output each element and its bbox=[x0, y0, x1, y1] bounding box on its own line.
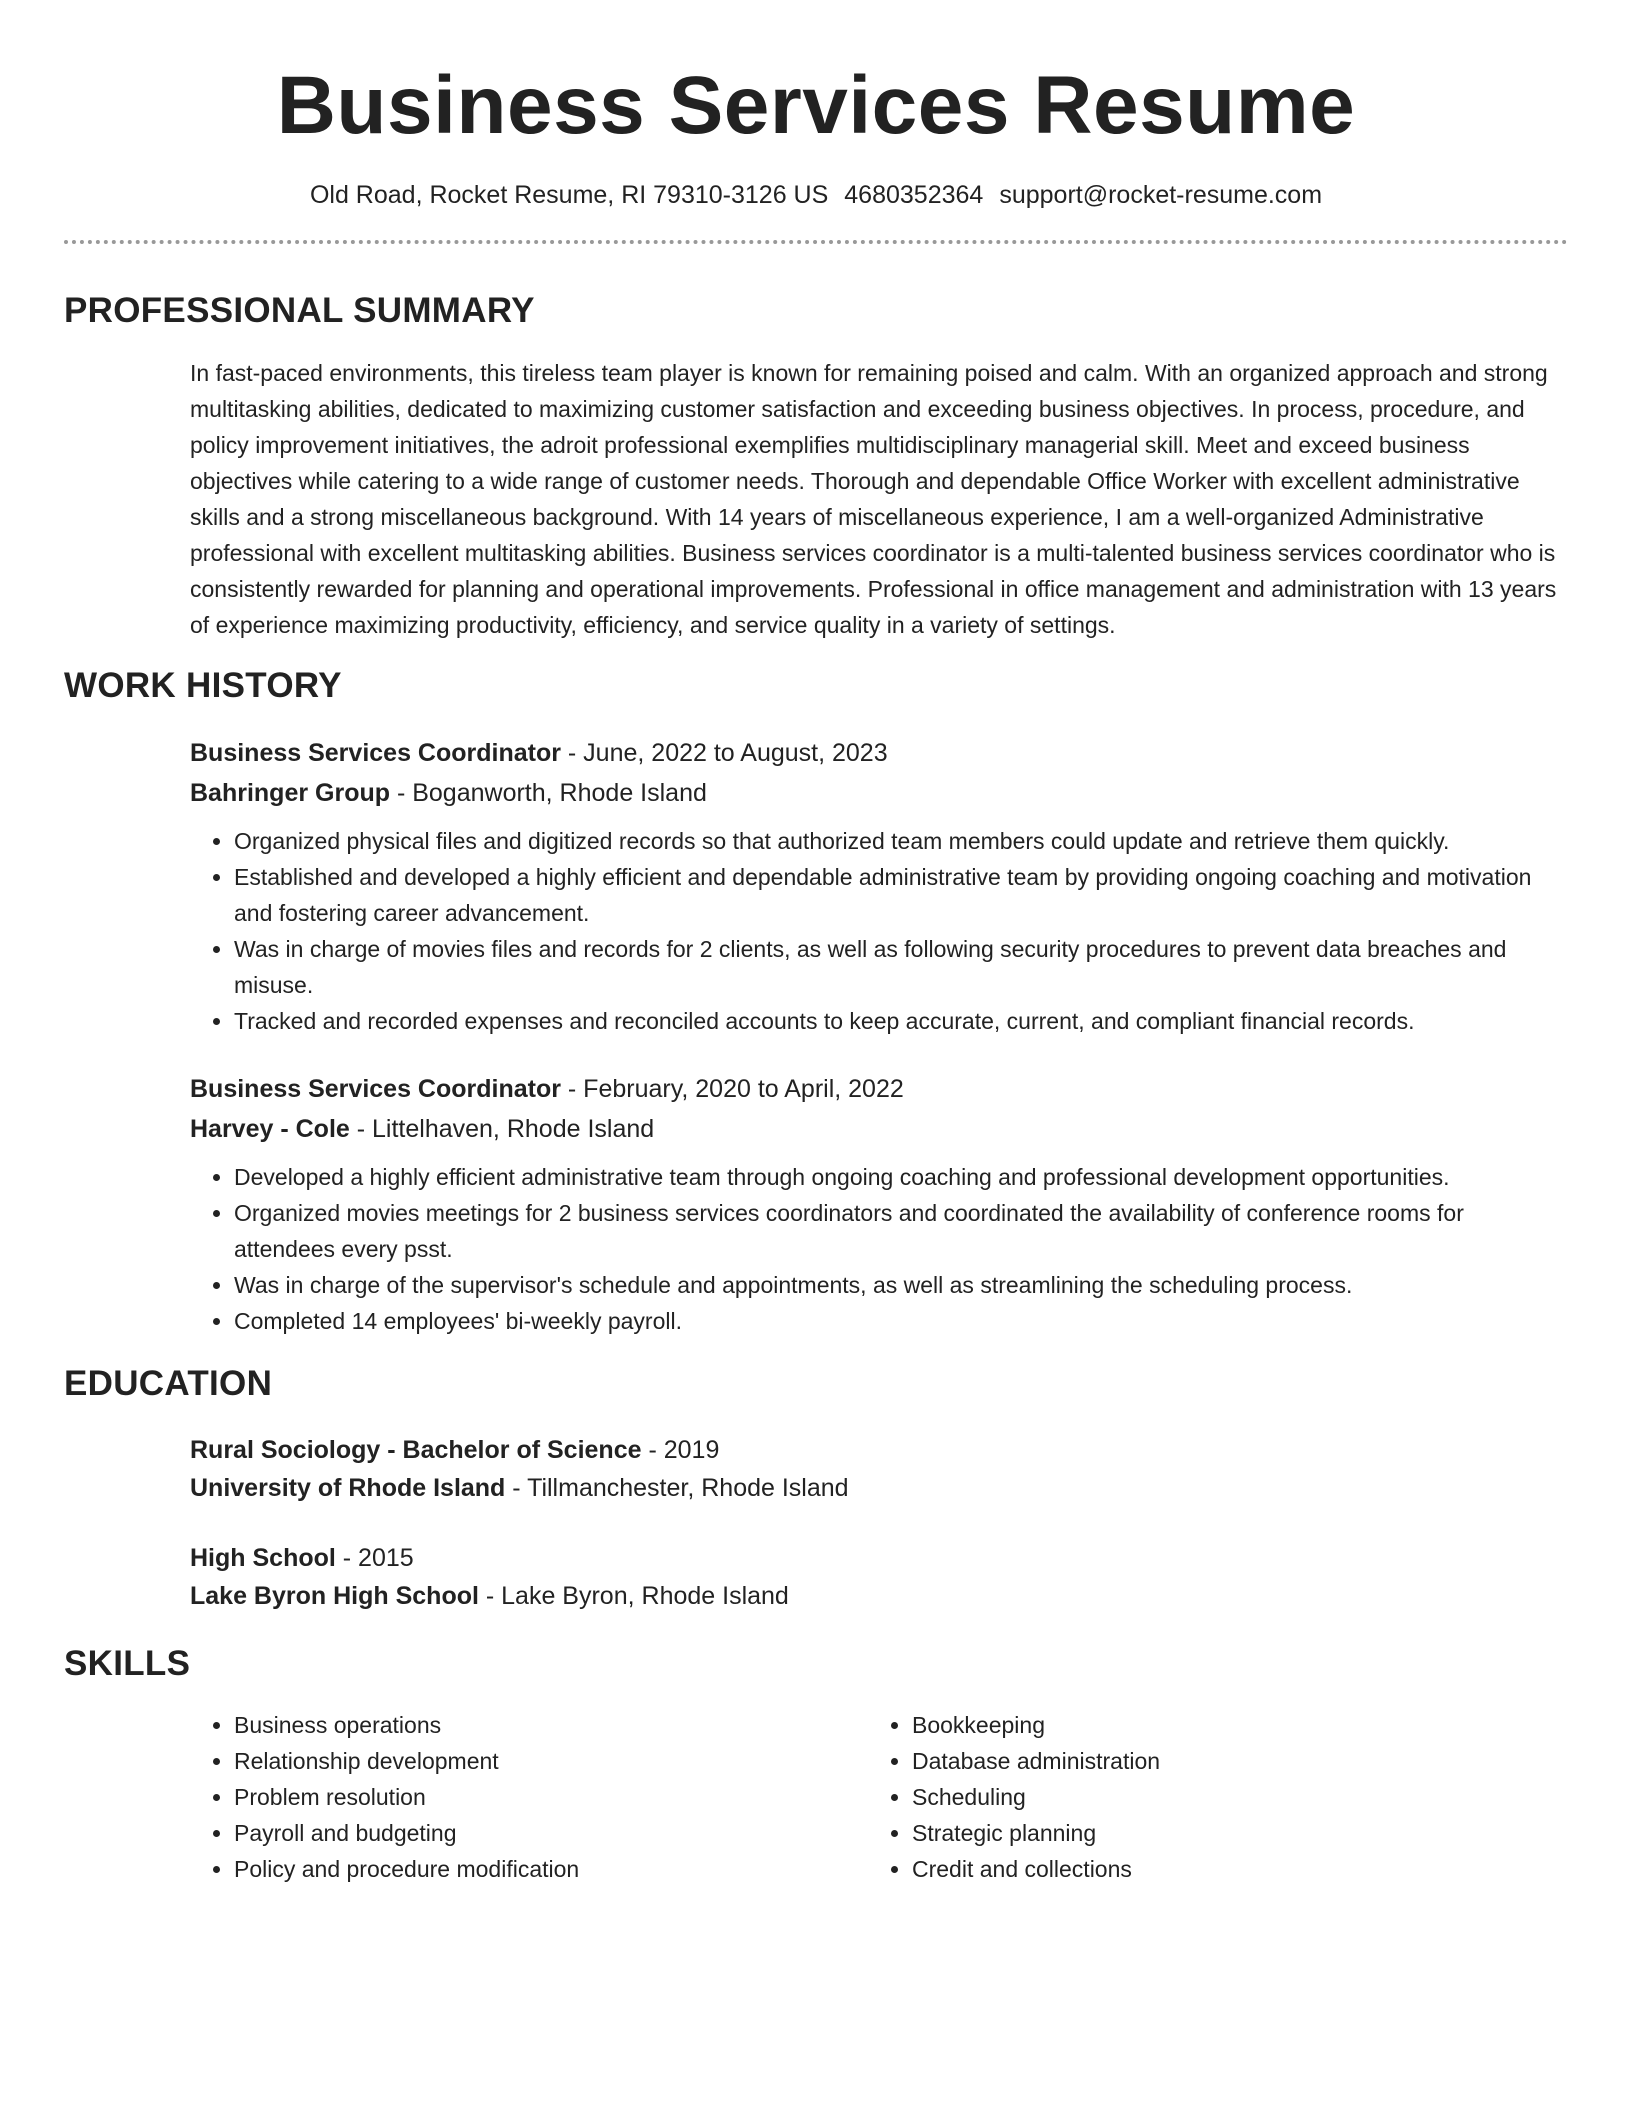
job-bullet: • Tracked and recorded expenses and reconciled accounts to keep accurate, current, and compliant financial records. bbox=[234, 1003, 1568, 1039]
job-bullet: • Established and developed a highly efficient and dependable administrative team by providing ongoing coaching and motivation and fostering career advancement. bbox=[234, 859, 1568, 931]
skills-column-left bbox=[190, 1707, 868, 1887]
education-degree: Rural Sociology - Bachelor of Science bbox=[190, 1436, 642, 1464]
job-dates: - February, 2020 to April, 2022 bbox=[560, 1075, 904, 1103]
education-entry bbox=[190, 1431, 1568, 1507]
contact-address: Old Road, Rocket Resume, RI 79310-3126 US bbox=[309, 181, 829, 209]
job-location: - Boganworth, Rhode Island bbox=[390, 779, 707, 807]
job-role: Business Services Coordinator bbox=[190, 739, 561, 767]
section-title-work: WORK HISTORY bbox=[64, 666, 342, 705]
education-degree-line bbox=[190, 1539, 1568, 1577]
contact-line bbox=[64, 178, 1568, 212]
education-school: University of Rhode Island bbox=[190, 1474, 506, 1502]
skill-item: • Business operations bbox=[234, 1707, 868, 1743]
job-title-line bbox=[190, 733, 1568, 773]
job-bullet: • Completed 14 employees' bi-weekly payroll. bbox=[234, 1303, 1568, 1339]
section-title-skills: SKILLS bbox=[64, 1644, 191, 1683]
skill-item: • Policy and procedure modification bbox=[234, 1851, 868, 1887]
job-entry bbox=[190, 733, 1568, 1039]
job-company-line bbox=[190, 1109, 1568, 1149]
job-entry bbox=[190, 1069, 1568, 1339]
work-section bbox=[190, 733, 1568, 1339]
skills-section bbox=[190, 1707, 1568, 1887]
skill-item: • Problem resolution bbox=[234, 1779, 868, 1815]
education-school-line bbox=[190, 1469, 1568, 1507]
job-bullet: • Was in charge of the supervisor's schedule and appointments, as well as streamlining the scheduling process. bbox=[234, 1267, 1568, 1303]
education-entry bbox=[190, 1539, 1568, 1615]
job-company: Bahringer Group bbox=[190, 779, 391, 807]
education-section bbox=[190, 1431, 1568, 1615]
education-year: - 2019 bbox=[641, 1436, 720, 1464]
section-title-summary: PROFESSIONAL SUMMARY bbox=[64, 291, 535, 330]
job-bullet: • Was in charge of movies files and records for 2 clients, as well as following security procedures to prevent data breaches and misuse. bbox=[234, 931, 1568, 1003]
job-company-line bbox=[190, 773, 1568, 813]
summary-paragraph: In fast-paced environments, this tireless team player is known for remaining poised and calm. With an organized approach and strong multitasking abilities, dedicated to maximizing customer satisfaction and exceeding business objectives. In process, procedure, and policy improvement initiatives, the adroit professional exemplifies multidisciplinary managerial skill. Meet and exceed business objectives while catering to a wide range of customer needs. Thorough and dependable Office Worker with excellent administrative skills and a strong miscellaneous background. With 14 years of miscellaneous experience, I am a well-organized Administrative professional with excellent multitasking abilities. Business services coordinator is a multi-talented business services coordinator who is consistently rewarded for planning and operational improvements. Professional in office management and administration with 13 years of experience maximizing productivity, efficiency, and service quality in a variety of settings. bbox=[190, 360, 1557, 638]
job-dates: - June, 2022 to August, 2023 bbox=[560, 739, 888, 767]
education-school: Lake Byron High School bbox=[190, 1582, 479, 1610]
header-divider bbox=[64, 240, 1568, 244]
summary-section bbox=[190, 355, 1568, 643]
education-year: - 2015 bbox=[335, 1544, 414, 1572]
contact-email[interactable]: support@rocket-resume.com bbox=[999, 181, 1323, 209]
skill-item: • Strategic planning bbox=[912, 1815, 1546, 1851]
skills-grid bbox=[190, 1707, 1568, 1887]
job-bullet: • Organized movies meetings for 2 business services coordinators and coordinated the availability of conference rooms for attendees every psst. bbox=[234, 1195, 1568, 1267]
skill-item: • Credit and collections bbox=[912, 1851, 1546, 1887]
job-location: - Littelhaven, Rhode Island bbox=[349, 1115, 655, 1143]
contact-phone: 4680352364 bbox=[844, 181, 984, 209]
education-degree: High School bbox=[190, 1544, 336, 1572]
job-company: Harvey - Cole bbox=[190, 1115, 350, 1143]
education-school-line bbox=[190, 1577, 1568, 1615]
education-degree-line bbox=[190, 1431, 1568, 1469]
education-location: - Lake Byron, Rhode Island bbox=[478, 1582, 789, 1610]
education-location: - Tillmanchester, Rhode Island bbox=[505, 1474, 849, 1502]
skill-item: • Relationship development bbox=[234, 1743, 868, 1779]
resume-title: Business Services Resume bbox=[276, 60, 1356, 151]
job-bullet: • Organized physical files and digitized records so that authorized team members could update and retrieve them quickly. bbox=[234, 823, 1568, 859]
job-bullet: • Developed a highly efficient administrative team through ongoing coaching and professional development opportunities. bbox=[234, 1159, 1568, 1195]
job-bullets bbox=[190, 823, 1568, 1039]
job-bullets bbox=[190, 1159, 1568, 1339]
job-title-line bbox=[190, 1069, 1568, 1109]
section-title-education: EDUCATION bbox=[64, 1364, 273, 1403]
skill-item: • Bookkeeping bbox=[912, 1707, 1546, 1743]
skill-item: • Payroll and budgeting bbox=[234, 1815, 868, 1851]
skills-column-right bbox=[868, 1707, 1546, 1887]
skill-item: • Database administration bbox=[912, 1743, 1546, 1779]
job-role: Business Services Coordinator bbox=[190, 1075, 561, 1103]
skill-item: • Scheduling bbox=[912, 1779, 1546, 1815]
